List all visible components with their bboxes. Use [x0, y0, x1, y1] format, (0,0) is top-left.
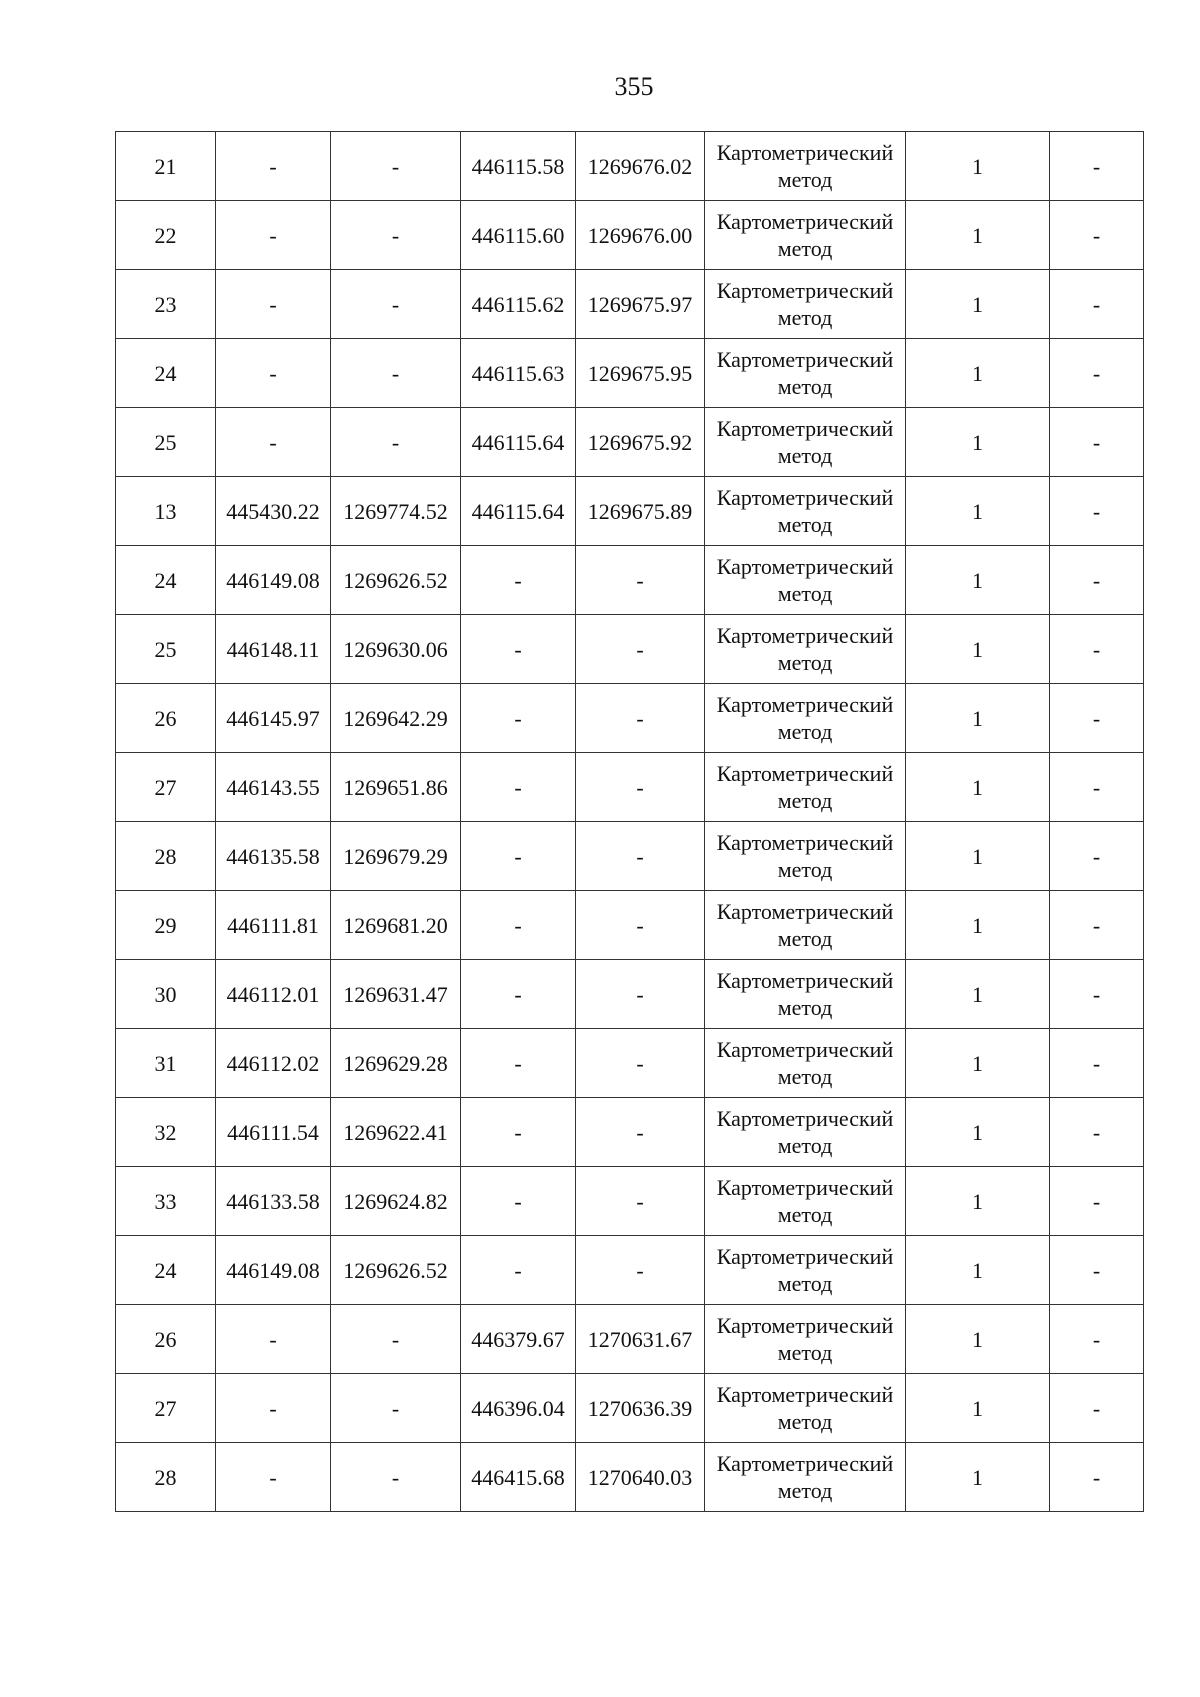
- existing-x-cell: -: [216, 408, 331, 477]
- method-line: Картометрический: [716, 1244, 894, 1269]
- point-number-cell: 23: [116, 270, 216, 339]
- method-cell: [705, 546, 906, 615]
- accuracy-cell: 1: [906, 408, 1050, 477]
- method-line: Картометрический: [716, 1175, 894, 1200]
- point-number-cell: 27: [116, 753, 216, 822]
- note-cell: -: [1050, 201, 1144, 270]
- note-cell: -: [1050, 408, 1144, 477]
- existing-y-cell: 1269622.41: [331, 1098, 461, 1167]
- table-row: [116, 1098, 1144, 1167]
- existing-y-cell: -: [331, 1374, 461, 1443]
- new-x-cell: -: [461, 1029, 576, 1098]
- method-line: метод: [777, 1409, 833, 1434]
- method-line: Картометрический: [716, 1106, 894, 1131]
- page-number: 355: [614, 72, 654, 101]
- new-x-cell: -: [461, 1167, 576, 1236]
- method-line: Картометрический: [716, 278, 894, 303]
- accuracy-cell: 1: [906, 684, 1050, 753]
- accuracy-cell: 1: [906, 1374, 1050, 1443]
- existing-y-cell: -: [331, 132, 461, 201]
- method-line: Картометрический: [716, 899, 894, 924]
- method-cell: [705, 1098, 906, 1167]
- method-line: метод: [777, 443, 833, 468]
- point-number-cell: 21: [116, 132, 216, 201]
- new-y-cell: -: [576, 684, 705, 753]
- method-cell: [705, 1374, 906, 1443]
- existing-x-cell: -: [216, 1305, 331, 1374]
- existing-x-cell: -: [216, 1374, 331, 1443]
- method-line: метод: [777, 374, 833, 399]
- table-row: [116, 684, 1144, 753]
- new-x-cell: -: [461, 546, 576, 615]
- note-cell: -: [1050, 132, 1144, 201]
- note-cell: -: [1050, 822, 1144, 891]
- existing-y-cell: 1269626.52: [331, 546, 461, 615]
- note-cell: -: [1050, 1029, 1144, 1098]
- method-cell: [705, 477, 906, 546]
- new-y-cell: -: [576, 1167, 705, 1236]
- new-y-cell: -: [576, 546, 705, 615]
- method-line: Картометрический: [716, 347, 894, 372]
- table-row: [116, 960, 1144, 1029]
- method-line: Картометрический: [716, 830, 894, 855]
- method-line: Картометрический: [716, 485, 894, 510]
- point-number-cell: 33: [116, 1167, 216, 1236]
- method-line: метод: [777, 236, 833, 261]
- method-line: метод: [777, 512, 833, 537]
- method-line: Картометрический: [716, 968, 894, 993]
- point-number-cell: 26: [116, 1305, 216, 1374]
- note-cell: -: [1050, 1443, 1144, 1512]
- new-x-cell: 446115.63: [461, 339, 576, 408]
- accuracy-cell: 1: [906, 1029, 1050, 1098]
- new-x-cell: -: [461, 753, 576, 822]
- table-row: [116, 615, 1144, 684]
- new-y-cell: -: [576, 1236, 705, 1305]
- existing-y-cell: 1269774.52: [331, 477, 461, 546]
- point-number-cell: 28: [116, 822, 216, 891]
- existing-y-cell: 1269631.47: [331, 960, 461, 1029]
- method-line: Картометрический: [716, 692, 894, 717]
- accuracy-cell: 1: [906, 615, 1050, 684]
- method-line: метод: [777, 1340, 833, 1365]
- existing-x-cell: -: [216, 1443, 331, 1512]
- method-line: метод: [777, 1202, 833, 1227]
- new-y-cell: -: [576, 1029, 705, 1098]
- note-cell: -: [1050, 1167, 1144, 1236]
- new-x-cell: 446396.04: [461, 1374, 576, 1443]
- method-cell: [705, 1443, 906, 1512]
- accuracy-cell: 1: [906, 1305, 1050, 1374]
- new-y-cell: 1269675.92: [576, 408, 705, 477]
- method-line: Картометрический: [716, 1382, 894, 1407]
- method-cell: [705, 1029, 906, 1098]
- method-cell: [705, 684, 906, 753]
- existing-y-cell: 1269642.29: [331, 684, 461, 753]
- table-row: [116, 822, 1144, 891]
- accuracy-cell: 1: [906, 753, 1050, 822]
- new-y-cell: 1270640.03: [576, 1443, 705, 1512]
- method-line: Картометрический: [716, 761, 894, 786]
- point-number-cell: 24: [116, 546, 216, 615]
- new-y-cell: 1270636.39: [576, 1374, 705, 1443]
- point-number-cell: 30: [116, 960, 216, 1029]
- point-number-cell: 28: [116, 1443, 216, 1512]
- table-row: [116, 339, 1144, 408]
- method-cell: [705, 201, 906, 270]
- note-cell: -: [1050, 1098, 1144, 1167]
- existing-x-cell: 446148.11: [216, 615, 331, 684]
- method-line: метод: [777, 581, 833, 606]
- point-number-cell: 31: [116, 1029, 216, 1098]
- existing-x-cell: -: [216, 339, 331, 408]
- accuracy-cell: 1: [906, 546, 1050, 615]
- table-body: [116, 132, 1144, 1512]
- existing-x-cell: 446149.08: [216, 1236, 331, 1305]
- new-y-cell: -: [576, 822, 705, 891]
- note-cell: -: [1050, 753, 1144, 822]
- point-number-cell: 27: [116, 1374, 216, 1443]
- accuracy-cell: 1: [906, 822, 1050, 891]
- existing-x-cell: 446111.81: [216, 891, 331, 960]
- existing-x-cell: 446145.97: [216, 684, 331, 753]
- table-row: [116, 1374, 1144, 1443]
- method-line: Картометрический: [716, 140, 894, 165]
- new-y-cell: 1269675.89: [576, 477, 705, 546]
- existing-y-cell: 1269679.29: [331, 822, 461, 891]
- new-x-cell: -: [461, 615, 576, 684]
- existing-y-cell: 1269630.06: [331, 615, 461, 684]
- new-x-cell: -: [461, 684, 576, 753]
- point-number-cell: 25: [116, 408, 216, 477]
- table-row: [116, 546, 1144, 615]
- point-number-cell: 22: [116, 201, 216, 270]
- new-x-cell: 446379.67: [461, 1305, 576, 1374]
- note-cell: -: [1050, 477, 1144, 546]
- new-y-cell: 1269675.95: [576, 339, 705, 408]
- method-line: метод: [777, 650, 833, 675]
- table-row: [116, 1167, 1144, 1236]
- accuracy-cell: 1: [906, 132, 1050, 201]
- note-cell: -: [1050, 270, 1144, 339]
- accuracy-cell: 1: [906, 1443, 1050, 1512]
- accuracy-cell: 1: [906, 270, 1050, 339]
- existing-x-cell: 446112.01: [216, 960, 331, 1029]
- method-line: Картометрический: [716, 1037, 894, 1062]
- existing-y-cell: -: [331, 339, 461, 408]
- method-line: Картометрический: [716, 416, 894, 441]
- existing-y-cell: -: [331, 270, 461, 339]
- accuracy-cell: 1: [906, 477, 1050, 546]
- note-cell: -: [1050, 339, 1144, 408]
- note-cell: -: [1050, 546, 1144, 615]
- new-x-cell: -: [461, 1236, 576, 1305]
- table-row: [116, 270, 1144, 339]
- existing-x-cell: 446111.54: [216, 1098, 331, 1167]
- existing-x-cell: 446135.58: [216, 822, 331, 891]
- note-cell: -: [1050, 1305, 1144, 1374]
- existing-x-cell: 446112.02: [216, 1029, 331, 1098]
- existing-y-cell: -: [331, 1305, 461, 1374]
- method-line: метод: [777, 995, 833, 1020]
- note-cell: -: [1050, 684, 1144, 753]
- method-cell: [705, 408, 906, 477]
- method-cell: [705, 753, 906, 822]
- new-x-cell: 446115.62: [461, 270, 576, 339]
- table-row: [116, 1305, 1144, 1374]
- new-y-cell: 1269676.02: [576, 132, 705, 201]
- note-cell: -: [1050, 1236, 1144, 1305]
- existing-x-cell: 446133.58: [216, 1167, 331, 1236]
- existing-y-cell: -: [331, 408, 461, 477]
- existing-x-cell: 446143.55: [216, 753, 331, 822]
- existing-x-cell: -: [216, 132, 331, 201]
- method-cell: [705, 960, 906, 1029]
- existing-y-cell: 1269626.52: [331, 1236, 461, 1305]
- table-row: [116, 1236, 1144, 1305]
- new-x-cell: 446115.64: [461, 408, 576, 477]
- method-line: метод: [777, 719, 833, 744]
- new-y-cell: -: [576, 753, 705, 822]
- new-y-cell: -: [576, 960, 705, 1029]
- table-row: [116, 201, 1144, 270]
- new-x-cell: 446115.60: [461, 201, 576, 270]
- existing-y-cell: 1269624.82: [331, 1167, 461, 1236]
- method-cell: [705, 1167, 906, 1236]
- point-number-cell: 13: [116, 477, 216, 546]
- method-cell: [705, 270, 906, 339]
- method-cell: [705, 1236, 906, 1305]
- point-number-cell: 24: [116, 1236, 216, 1305]
- new-x-cell: -: [461, 822, 576, 891]
- accuracy-cell: 1: [906, 891, 1050, 960]
- new-y-cell: -: [576, 1098, 705, 1167]
- new-y-cell: 1270631.67: [576, 1305, 705, 1374]
- method-line: метод: [777, 167, 833, 192]
- point-number-cell: 29: [116, 891, 216, 960]
- accuracy-cell: 1: [906, 1236, 1050, 1305]
- existing-x-cell: 446149.08: [216, 546, 331, 615]
- note-cell: -: [1050, 960, 1144, 1029]
- existing-y-cell: -: [331, 201, 461, 270]
- method-cell: [705, 339, 906, 408]
- method-line: метод: [777, 857, 833, 882]
- table-row: [116, 477, 1144, 546]
- new-x-cell: -: [461, 960, 576, 1029]
- accuracy-cell: 1: [906, 1167, 1050, 1236]
- existing-x-cell: -: [216, 270, 331, 339]
- new-y-cell: -: [576, 891, 705, 960]
- existing-y-cell: -: [331, 1443, 461, 1512]
- accuracy-cell: 1: [906, 1098, 1050, 1167]
- accuracy-cell: 1: [906, 339, 1050, 408]
- point-number-cell: 26: [116, 684, 216, 753]
- new-x-cell: -: [461, 1098, 576, 1167]
- method-cell: [705, 822, 906, 891]
- method-line: метод: [777, 1133, 833, 1158]
- method-line: Картометрический: [716, 1313, 894, 1338]
- method-line: Картометрический: [716, 1451, 894, 1476]
- table-row: [116, 753, 1144, 822]
- method-cell: [705, 615, 906, 684]
- method-line: Картометрический: [716, 623, 894, 648]
- method-line: Картометрический: [716, 209, 894, 234]
- note-cell: -: [1050, 615, 1144, 684]
- method-line: Картометрический: [716, 554, 894, 579]
- note-cell: -: [1050, 891, 1144, 960]
- method-cell: [705, 1305, 906, 1374]
- coordinates-table: [115, 131, 1144, 1512]
- method-line: метод: [777, 1478, 833, 1503]
- note-cell: -: [1050, 1374, 1144, 1443]
- new-x-cell: 446415.68: [461, 1443, 576, 1512]
- table-row: [116, 891, 1144, 960]
- method-line: метод: [777, 305, 833, 330]
- point-number-cell: 24: [116, 339, 216, 408]
- method-line: метод: [777, 788, 833, 813]
- point-number-cell: 32: [116, 1098, 216, 1167]
- method-cell: [705, 891, 906, 960]
- existing-y-cell: 1269651.86: [331, 753, 461, 822]
- existing-x-cell: -: [216, 201, 331, 270]
- accuracy-cell: 1: [906, 960, 1050, 1029]
- method-line: метод: [777, 1064, 833, 1089]
- new-x-cell: 446115.64: [461, 477, 576, 546]
- table-row: [116, 1443, 1144, 1512]
- table-row: [116, 132, 1144, 201]
- new-x-cell: -: [461, 891, 576, 960]
- new-y-cell: -: [576, 615, 705, 684]
- method-cell: [705, 132, 906, 201]
- existing-y-cell: 1269681.20: [331, 891, 461, 960]
- new-y-cell: 1269675.97: [576, 270, 705, 339]
- existing-y-cell: 1269629.28: [331, 1029, 461, 1098]
- table-row: [116, 408, 1144, 477]
- accuracy-cell: 1: [906, 201, 1050, 270]
- existing-x-cell: 445430.22: [216, 477, 331, 546]
- table-row: [116, 1029, 1144, 1098]
- point-number-cell: 25: [116, 615, 216, 684]
- new-x-cell: 446115.58: [461, 132, 576, 201]
- method-line: метод: [777, 1271, 833, 1296]
- method-line: метод: [777, 926, 833, 951]
- new-y-cell: 1269676.00: [576, 201, 705, 270]
